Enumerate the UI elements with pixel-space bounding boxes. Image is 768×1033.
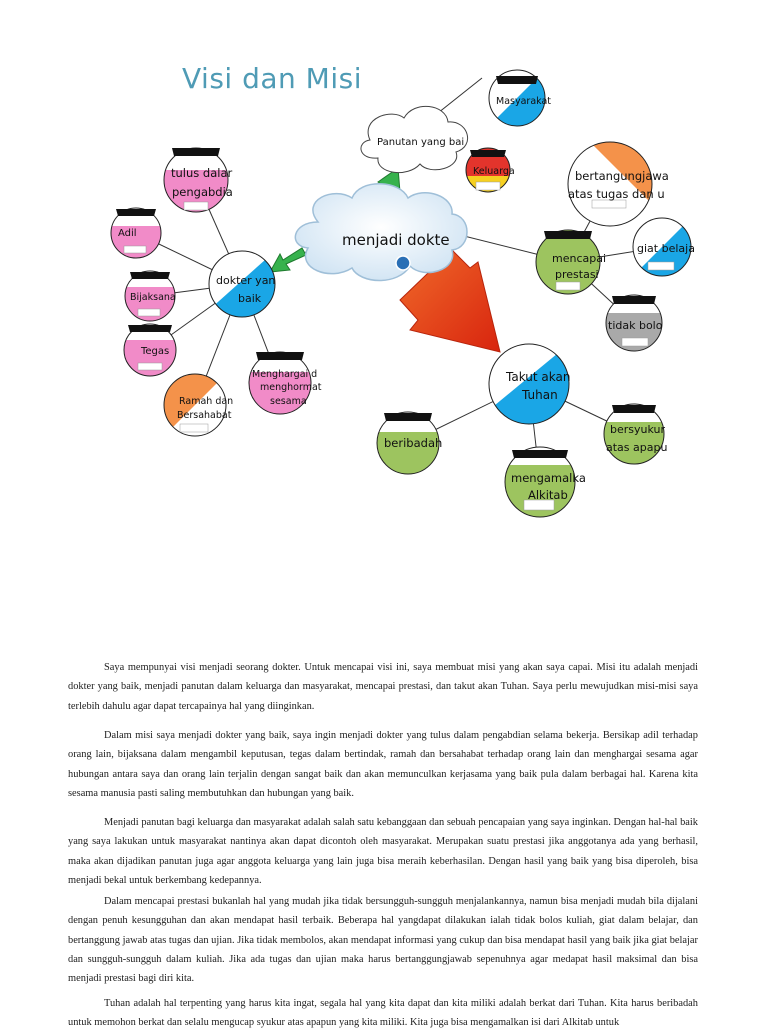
- paragraph-panutan: Menjadi panutan bagi keluarga dan masyarakat adalah salah satu kebanggaan dan sebuah pencapaian yang saya inginkan. Dengan hal-hal baik yang saya lakukan untuk masyarakat nantinya akan dapat dicontoh oleh masyarakat. Merupakan suatu prestasi jika anggotanya ada yang berhasil, maka akan dijadikan panutan juga agar anggota keluarga yang lain juga bisa meraih keberhasilan. Dengan hasil yang baik yang bisa diperoleh, bisa menjadi bekal untuk berkembang kedepannya.: [68, 817, 698, 886]
- paragraph-dokter: Dalam misi saya menjadi dokter yang baik, saya ingin menjadi dokter yang tulus dalam pengabdian selama bekerja. Bersikap adil terhadap orang lain, bijaksana dalam mengambil keputusan, tegas dalam bertindak, ramah dan bersahabat terhadap orang lain dan menghargai sesama agar hubungan antara saya dan orang lain terjalin dengan sangat baik dan akan memunculkan kerjasama yang baik pula dalam berbagai hal. Karena kita sesama manusia pasti saling membutuhkan dan hubungan yang baik.: [68, 730, 698, 799]
- node-label-takut-1: Takut akan: [506, 370, 571, 384]
- node-label-ramah-1: Ramah dan: [179, 396, 234, 407]
- green-arrow-left: [270, 248, 306, 272]
- node-label-tidak-bolos: tidak bolo: [608, 319, 663, 332]
- node-label-bijaksana: Bijaksana: [130, 292, 176, 303]
- cloud-panutan: [361, 106, 468, 172]
- node-label-dokter-2: baik: [238, 292, 262, 305]
- node-label-bersyukur-1: bersyukur: [610, 423, 666, 436]
- node-label-tegas: Tegas: [141, 346, 170, 357]
- center-badge-icon: [396, 256, 410, 270]
- node-label-menghargai-2: menghormat: [260, 382, 322, 393]
- node-label-mencapai-2: prestasi: [555, 268, 599, 281]
- node-label-mencapai-1: mencapai: [552, 252, 607, 265]
- node-dokter-baik: [209, 251, 275, 317]
- node-bijaksana: [125, 271, 176, 321]
- node-mencapai-prestasi: [536, 230, 606, 294]
- node-label-adil: Adil: [118, 228, 137, 239]
- node-label-mengamalkan-2: Alkitab: [528, 488, 568, 502]
- center-label: menjadi dokte: [342, 231, 450, 249]
- node-mengamalkan: [505, 447, 586, 517]
- center-cloud: [295, 184, 467, 281]
- node-label-masyarakat: Masyarakat: [496, 96, 552, 107]
- node-label-beribadah: beribadah: [384, 436, 443, 450]
- node-label-dokter-1: dokter yan: [216, 274, 276, 287]
- node-adil: [111, 208, 161, 258]
- paragraph-tuhan: Tuhan adalah hal terpenting yang harus kita ingat, segala hal yang kita dapat dan kita miliki adalah berkat dari Tuhan. Kita harus beribadah untuk memohon berkat dan selalu mengucap syukur atas apapun yang kita miliki. Kita juga bisa mengamalkan isi dari Alkitab untuk: [68, 998, 698, 1029]
- node-label-menghargai-1: Menghargai d: [252, 369, 318, 380]
- node-ramah: [164, 374, 233, 436]
- node-label-keluarga: Keluarga: [473, 166, 515, 177]
- node-tidak-bolos: [606, 295, 663, 351]
- node-label-giat: giat belaja: [637, 242, 695, 255]
- node-tegas: [124, 324, 176, 376]
- node-keluarga: [466, 148, 515, 192]
- node-label-takut-2: Tuhan: [522, 388, 558, 402]
- node-takut-tuhan: [489, 344, 570, 424]
- node-label-ramah-2: Bersahabat: [177, 410, 232, 421]
- node-label-bertanggung-1: bertangungjawa: [575, 169, 669, 183]
- node-label-menghargai-3: sesama: [270, 396, 307, 407]
- node-label-tulus-1: tulus dalar: [171, 166, 233, 180]
- node-label-tulus-2: pengabdia: [172, 185, 233, 199]
- node-masyarakat: [489, 70, 551, 126]
- node-tulus: [164, 148, 233, 212]
- node-label-mengamalkan-1: mengamalka: [511, 471, 586, 485]
- paragraph-prestasi: Dalam mencapai prestasi bukanlah hal yang mudah jika tidak bersungguh-sungguh menjalankannya, namun bisa menjadi mudah bila dijalani dengan penuh kesungguhan dan akan mendapat hasil terbaik. Beberapa hal yangdapat dilakukan ialah tidak bolos kuliah, giat dalam belajar, dan bertanggung jawab atas tugas dan ujian. Jika tidak membolos, akan mendapat informasi yang cukup dan bisa mendapat hasil yang baik jika giat belajar dan sungguh-sungguh dalam kuliah. Jika ada tugas dan ujian maka harus bertanggungjawab sepenuhnya agar medapat hasil maksimal dan bisa menjadi prestasi bagi diri kita.: [68, 896, 698, 985]
- page-title: Visi dan Misi: [182, 62, 362, 95]
- node-label-bersyukur-2: atas apapu: [606, 441, 668, 454]
- node-bertanggung-jawab: [568, 142, 669, 226]
- node-bersyukur: [604, 404, 667, 464]
- paragraph-intro: Saya mempunyai visi menjadi seorang dokter. Untuk mencapai visi ini, saya membuat misi yang akan saya capai. Misi itu adalah menjadi dokter yang baik, menjadi panutan dalam keluarga dan masyarakat, mencapai prestasi, dan takut akan Tuhan. Saya perlu mewujudkan misi-misi saya terlebih dahulu agar dapat tercapainya hal yang diinginkan.: [68, 662, 698, 712]
- node-menghargai: [249, 352, 322, 414]
- node-beribadah: [377, 412, 442, 474]
- node-giat-belajar: [633, 218, 695, 276]
- node-label-bertanggung-2: atas tugas dan u: [568, 187, 665, 201]
- node-label-panutan: Panutan yang bai: [377, 137, 465, 148]
